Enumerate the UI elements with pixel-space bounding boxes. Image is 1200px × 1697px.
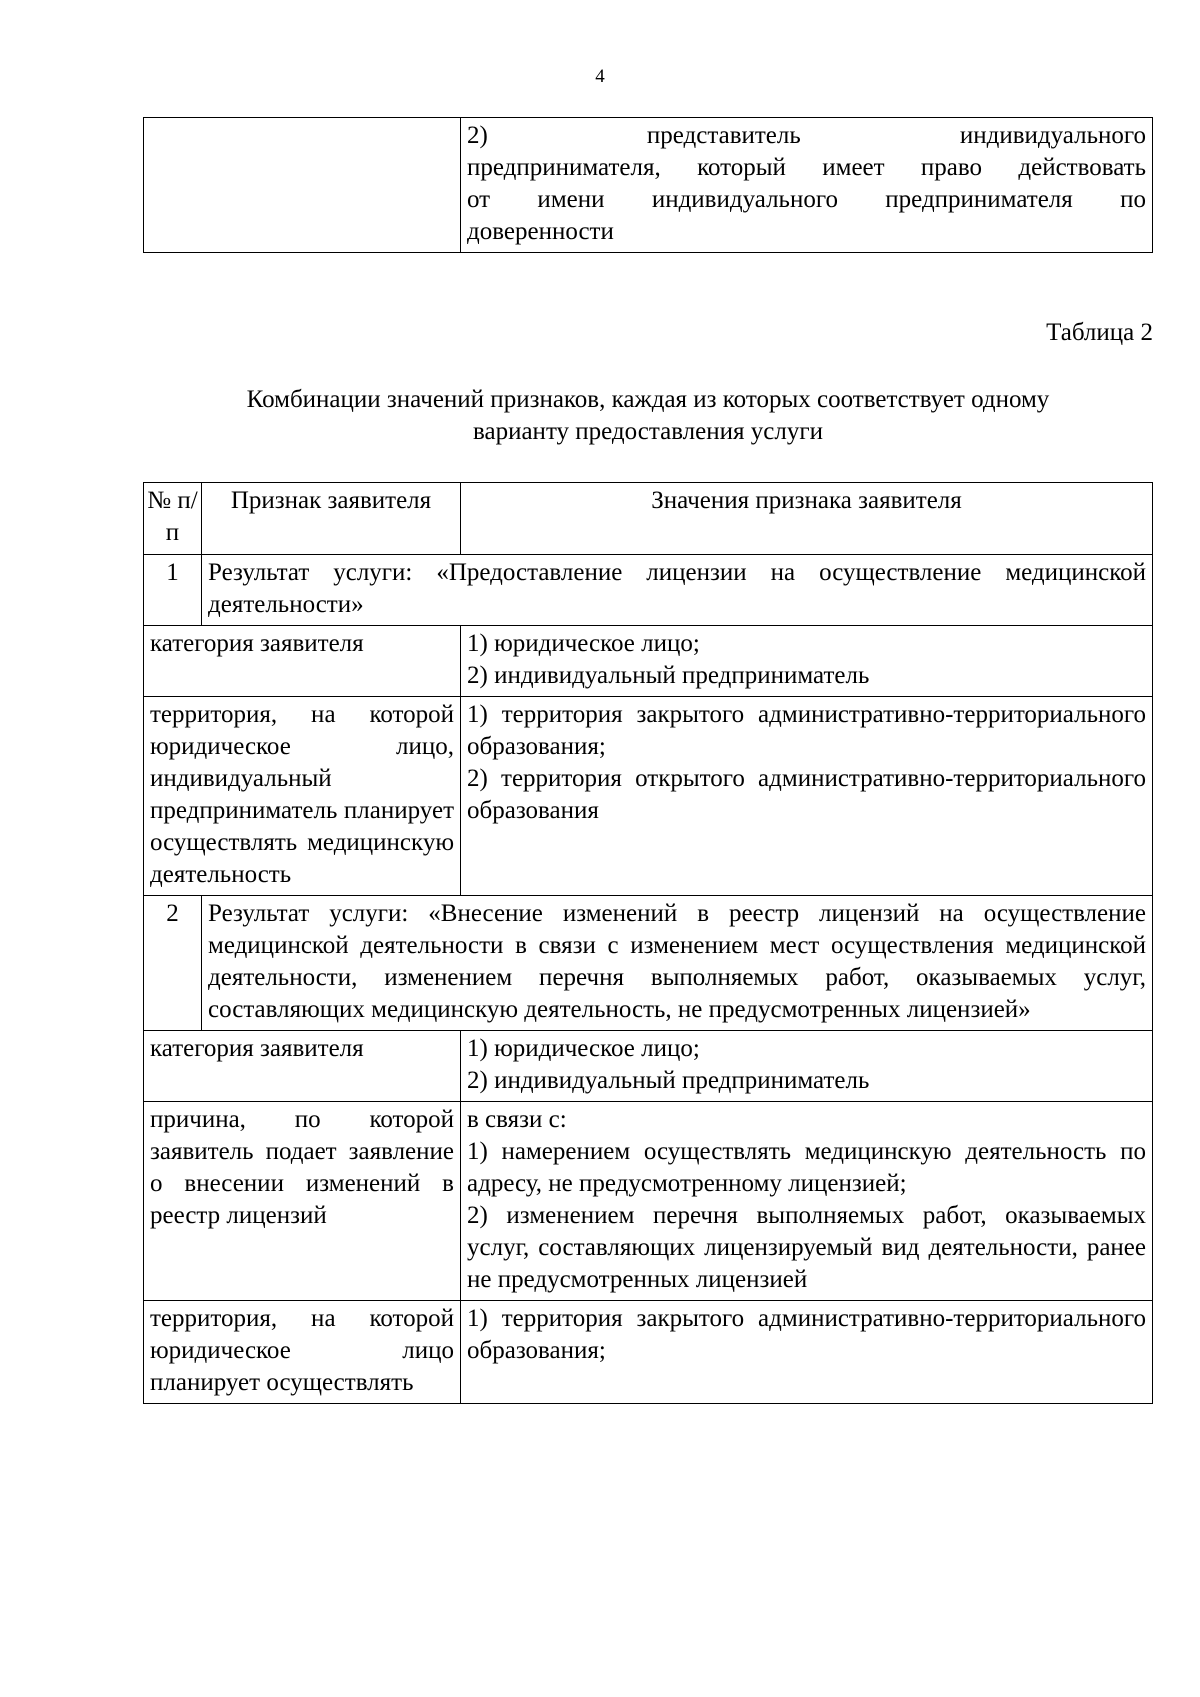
section-result: Результат услуги: «Предоставление лицензии на осуществление медицинской деятельности» — [202, 555, 1153, 626]
table-label: Таблица 2 — [1046, 319, 1153, 346]
table-row — [144, 1102, 1153, 1301]
combinations-table — [143, 482, 1153, 1404]
values-cell — [461, 626, 1153, 697]
section-result: Результат услуги: «Внесение изменений в реестр лицензий на осуществление медицинской деятельности в связи с изменением мест осуществления медицинской деятельности, изменением перечня выполняемых работ, оказываемых услуг, составляющих медицинскую деятельность, не предусмотренных лицензией» — [202, 896, 1153, 1031]
section-number: 2 — [144, 896, 202, 1031]
title-line: варианту предоставления услуги — [473, 418, 823, 445]
values-cell — [461, 1301, 1153, 1404]
attribute-cell: категория заявителя — [144, 626, 461, 697]
attribute-cell: территория, на которой юридическое лицо планирует осуществлять — [144, 1301, 461, 1404]
table-row — [144, 118, 1153, 253]
table-row — [144, 1031, 1153, 1102]
header-values: Значения признака заявителя — [461, 483, 1153, 555]
title-line: Комбинации значений признаков, каждая из которых соответствует одному — [246, 386, 1050, 413]
attribute-cell: территория, на которой юридическое лицо, индивидуальный предприниматель планирует осуществлять медицинскую деятельность — [144, 697, 461, 896]
continued-table — [143, 117, 1153, 253]
empty-cell — [144, 118, 461, 253]
section-row — [144, 896, 1153, 1031]
value-item: 2) индивидуальный предприниматель — [467, 1067, 870, 1094]
text-line: доверенности — [467, 218, 614, 245]
representative-cell — [461, 118, 1153, 253]
table-title — [143, 384, 1153, 448]
values-cell — [461, 697, 1153, 896]
value-item: 1) намерением осуществлять медицинскую деятельность по адресу, не предусмотренному лицензией; — [467, 1138, 1146, 1197]
values-cell — [461, 1102, 1153, 1301]
value-item: 2) изменением перечня выполняемых работ, оказываемых услуг, составляющих лицензируемый вид деятельности, ранее не предусмотренных лицензией — [467, 1202, 1146, 1293]
values-cell — [461, 1031, 1153, 1102]
attribute-cell: категория заявителя — [144, 1031, 461, 1102]
value-item: 1) территория закрытого административно-территориального образования; — [467, 701, 1146, 760]
text-line: предпринимателя, который имеет право действовать — [467, 154, 1146, 181]
value-item: в связи с: — [467, 1106, 567, 1133]
section-number: 1 — [144, 555, 202, 626]
table-row — [144, 1301, 1153, 1404]
value-item: 2) территория открытого административно-территориального образования — [467, 765, 1146, 824]
page-number: 4 — [595, 66, 605, 87]
table-row — [144, 697, 1153, 896]
value-item: 1) территория закрытого административно-территориального образования; — [467, 1305, 1146, 1364]
section-row — [144, 555, 1153, 626]
header-row — [144, 483, 1153, 555]
attribute-cell: причина, по которой заявитель подает заявление о внесении изменений в реестр лицензий — [144, 1102, 461, 1301]
text-line: 2) представитель индивидуального — [467, 122, 1146, 149]
value-item: 1) юридическое лицо; — [467, 630, 700, 657]
table-row — [144, 626, 1153, 697]
value-item: 1) юридическое лицо; — [467, 1035, 700, 1062]
text-line: от имени индивидуального предпринимателя по — [467, 186, 1146, 213]
value-item: 2) индивидуальный предприниматель — [467, 662, 870, 689]
header-attribute: Признак заявителя — [202, 483, 461, 555]
header-num: № п/п — [144, 483, 202, 555]
